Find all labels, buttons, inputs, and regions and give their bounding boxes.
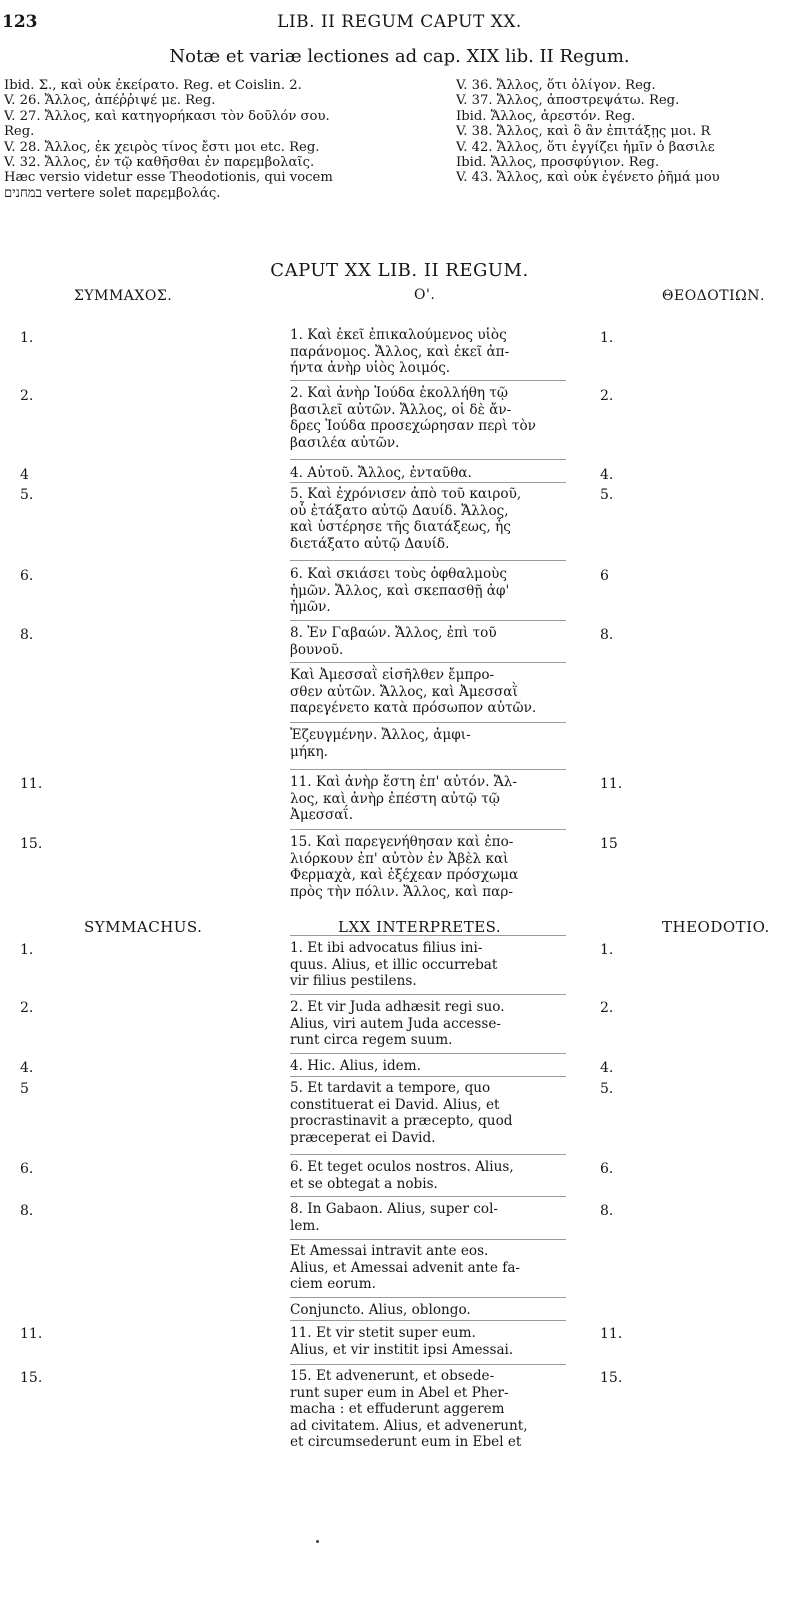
note-line: Reg. — [4, 124, 35, 140]
entry-divider — [290, 482, 566, 483]
verse-line: runt circa regem suum. — [290, 1032, 453, 1049]
verse-line: 15. Καὶ παρεγενήθησαν καὶ ἐπο- — [290, 834, 514, 850]
theodotion-verse-number: 4. — [600, 467, 614, 483]
note-line: V. 26. Ἄλλος, ἀπέῤῥιψέ με. Reg. — [4, 93, 216, 109]
verse-line: et se obtegat a nobis. — [290, 1175, 438, 1192]
note-line: V. 32. Ἄλλος, ἐν τῷ καθῆσθαι ἐν παρεμβολαῖς. — [4, 155, 315, 171]
theodotio-verse-number: 11. — [600, 1326, 623, 1342]
verse-line: μήκη. — [290, 743, 328, 760]
lxx-greek-verse — [290, 727, 566, 760]
entry-divider — [290, 769, 566, 770]
verse-line: καὶ ὑστέρησε τῆς διατάξεως, ἧς — [290, 519, 511, 536]
lxx-greek-verse — [290, 834, 566, 900]
verse-line: 8. Ἐν Γαβαών. Ἄλλος, ἐπὶ τοῦ — [290, 625, 497, 641]
note-line: V. 43. Ἄλλος, καὶ οὐκ ἐγένετο ῥῆμά μου — [456, 170, 720, 186]
entry-divider — [290, 1364, 566, 1365]
note-line: V. 27. Ἄλλος, καὶ κατηγορήκασι τὸν δοῦλόν σου. — [4, 108, 330, 124]
verse-line: βουνοῦ. — [290, 641, 344, 658]
verse-line: βασιλεῖ αὐτῶν. Ἄλλος, οἱ δὲ ἄν- — [290, 401, 512, 418]
verse-line: 11. Et vir stetit super eum. — [290, 1325, 476, 1341]
verse-line: Ἐζευγμένην. Ἄλλος, ἀμφι- — [290, 727, 471, 743]
verse-line: Alius, et Amessai advenit ante fa- — [290, 1259, 521, 1276]
lxx-greek-verse — [290, 385, 566, 451]
verse-line: Conjuncto. Alius, oblongo. — [290, 1302, 471, 1318]
symmachus-verse-number: 6. — [20, 1161, 34, 1177]
note-line: במחנים vertere solet παρεμβολάς. — [4, 185, 221, 201]
theodotio-verse-number: 2. — [600, 1000, 614, 1016]
verse-line: 2. Et vir Juda adhæsit regi suo. — [290, 999, 505, 1015]
entry-divider — [290, 722, 566, 723]
column-header-theodotion-greek: ΘΕΟΔΟΤΙΩΝ. — [662, 288, 765, 304]
verse-line: λιόρκουν ἐπ' αὐτὸν ἐν Ἀβὲλ καὶ — [290, 850, 509, 867]
notes-left-column — [4, 78, 424, 201]
verse-line: παράνομος. Ἄλλος, καὶ ἐκεῖ ἀπ- — [290, 343, 510, 360]
theodotio-verse-number: 4. — [600, 1060, 614, 1076]
lxx-latin-verse — [290, 999, 566, 1049]
verse-line: ciem eorum. — [290, 1276, 376, 1293]
verse-line: 2. Καὶ ἀνὴρ Ἰούδα ἐκολλήθη τῷ — [290, 385, 508, 401]
verse-line: 15. Et advenerunt, et obsede- — [290, 1368, 495, 1384]
theodotion-verse-number: 2. — [600, 388, 614, 404]
verse-line: πρὸς τὴν πόλιν. Ἄλλος, καὶ παρ- — [290, 883, 513, 900]
verse-line: σθεν αὐτῶν. Ἄλλος, καὶ Ἀμεσσαῒ — [290, 683, 518, 700]
notes-right-column — [456, 78, 799, 186]
lxx-greek-verse — [290, 667, 566, 717]
verse-line: constituerat ei David. Alius, et — [290, 1096, 500, 1113]
symmachus-verse-number: 2. — [20, 1000, 34, 1016]
verse-line: et circumsederunt eum in Ebel et — [290, 1434, 522, 1451]
verse-line: quus. Alius, et illic occurrebat — [290, 956, 498, 973]
verse-line: δρες Ἰούδα προσεχώρησαν περὶ τὸν — [290, 418, 536, 435]
verse-line: Καὶ Ἀμεσσαῒ εἰσῆλθεν ἔμπρο- — [290, 667, 495, 683]
verse-line: procrastinavit a præcepto, quod — [290, 1113, 513, 1130]
entry-divider — [290, 1154, 566, 1155]
verse-line: οὗ ἐτάξατο αὐτῷ Δαυίδ. Ἄλλος, — [290, 502, 509, 519]
symmachus-verse-number: 5. — [20, 487, 34, 503]
note-line: Ibid. Σ., καὶ οὐκ ἐκείρατο. Reg. et Coislin. 2. — [4, 78, 302, 93]
entry-divider — [290, 1196, 566, 1197]
lxx-latin-verse — [290, 1058, 566, 1075]
symmachus-verse-number: 1. — [20, 942, 34, 958]
lxx-latin-verse — [290, 1201, 566, 1234]
symmachus-verse-number: 5 — [20, 1081, 29, 1097]
lxx-latin-verse — [290, 1325, 566, 1358]
verse-line: runt super eum in Abel et Pher- — [290, 1384, 509, 1401]
entry-divider — [290, 1297, 566, 1298]
verse-line: 11. Καὶ ἀνὴρ ἔστη ἐπ' αὐτόν. Ἄλ- — [290, 774, 517, 790]
verse-line: διετάξατο αὐτῷ Δαυίδ. — [290, 535, 450, 552]
entry-divider — [290, 1239, 566, 1240]
page-number: 123 — [2, 12, 38, 32]
column-header-lxx-greek: Ο'. — [414, 287, 436, 303]
symmachus-verse-number: 4. — [20, 1060, 34, 1076]
verse-line: 6. Καὶ σκιάσει τοὺς ὀφθαλμοὺς — [290, 566, 508, 582]
theodotion-verse-number: 8. — [600, 627, 614, 643]
lxx-latin-verse — [290, 1243, 566, 1293]
theodotion-verse-number: 5. — [600, 487, 614, 503]
note-line: V. 37. Ἄλλος, ἀποστρεψάτω. Reg. — [456, 93, 680, 109]
verse-line: 6. Et teget oculos nostros. Alius, — [290, 1159, 514, 1175]
verse-line: Φερμαχὰ, καὶ ἐξέχεαν πρόσχωμα — [290, 867, 519, 884]
lxx-greek-verse — [290, 465, 566, 482]
column-header-symmachus-greek: ΣΥΜΜΑΧΟΣ. — [74, 288, 173, 304]
verse-line: 1. Et ibi advocatus filius ini- — [290, 940, 483, 956]
symmachus-verse-number: 8. — [20, 1203, 34, 1219]
note-line: Ibid. Ἄλλος, ἀρεστόν. Reg. — [456, 108, 636, 124]
theodotion-verse-number: 1. — [600, 330, 614, 346]
lxx-latin-verse — [290, 1302, 566, 1319]
entry-divider — [290, 1076, 566, 1077]
symmachus-verse-number: 1. — [20, 330, 34, 346]
entry-divider — [290, 1053, 566, 1054]
symmachus-verse-number: 4 — [20, 467, 29, 483]
lxx-latin-verse — [290, 1368, 566, 1451]
symmachus-verse-number: 6. — [20, 568, 34, 584]
theodotio-verse-number: 6. — [600, 1161, 614, 1177]
symmachus-verse-number: 8. — [20, 627, 34, 643]
theodotio-verse-number: 8. — [600, 1203, 614, 1219]
lxx-latin-verse — [290, 940, 566, 990]
caput-title: CAPUT XX LIB. II REGUM. — [270, 260, 529, 281]
running-title: LIB. II REGUM CAPUT XX. — [277, 12, 522, 32]
theodotio-verse-number: 5. — [600, 1081, 614, 1097]
verse-line: βασιλέα αὐτῶν. — [290, 434, 400, 451]
verse-line: præceperat ei David. — [290, 1129, 436, 1146]
entry-divider — [290, 380, 566, 381]
symmachus-verse-number: 15. — [20, 836, 43, 852]
lxx-greek-verse — [290, 486, 566, 552]
lxx-latin-verse — [290, 1080, 566, 1146]
verse-line: lem. — [290, 1217, 320, 1234]
verse-line: ἡμῶν. Ἄλλος, καὶ σκεπασθῇ ἀφ' — [290, 582, 510, 599]
verse-line: 1. Καὶ ἐκεῖ ἐπικαλούμενος υἱὸς — [290, 327, 507, 343]
note-line: Hæc versio videtur esse Theodotionis, qui vocem — [4, 170, 333, 186]
note-line: V. 42. Ἄλλος, ὅτι ἐγγίζει ἡμῖν ὁ βασιλε — [456, 139, 715, 155]
column-header-theodotio-latin: THEODOTIO. — [662, 918, 770, 936]
symmachus-verse-number: 2. — [20, 388, 34, 404]
note-line: V. 36. Ἄλλος, ὅτι ὀλίγον. Reg. — [456, 78, 656, 93]
entry-divider — [290, 1320, 566, 1321]
theodotion-verse-number: 11. — [600, 776, 623, 792]
theodotion-verse-number: 15 — [600, 836, 618, 852]
entry-divider — [290, 935, 566, 936]
verse-line: 5. Et tardavit a tempore, quo — [290, 1080, 491, 1096]
verse-line: παρεγένετο κατὰ πρόσωπον αὐτῶν. — [290, 700, 537, 717]
verse-line: macha : et effuderunt aggerem — [290, 1401, 505, 1418]
note-line: V. 28. Ἄλλος, ἐκ χειρὸς τίνος ἔστι μοι etc. Reg. — [4, 139, 320, 155]
lxx-greek-verse — [290, 774, 566, 824]
verse-line: Alius, viri autem Juda accesse- — [290, 1015, 501, 1032]
verse-line: 4. Hic. Alius, idem. — [290, 1058, 421, 1074]
entry-divider — [290, 994, 566, 995]
lxx-greek-verse — [290, 566, 566, 616]
entry-divider — [290, 560, 566, 561]
lxx-greek-verse — [290, 625, 566, 658]
lxx-greek-verse — [290, 327, 566, 377]
verse-line: ad civitatem. Alius, et advenerunt, — [290, 1417, 528, 1434]
verse-line: 4. Αὐτοῦ. Ἄλλος, ἐνταῦθα. — [290, 465, 472, 481]
verse-line: 5. Καὶ ἐχρόνισεν ἀπὸ τοῦ καιροῦ, — [290, 486, 522, 502]
verse-line: ήντα ἀνὴρ υἱὸς λοιμός. — [290, 360, 451, 377]
verse-line: 8. In Gabaon. Alius, super col- — [290, 1201, 499, 1217]
theodotion-verse-number: 6 — [600, 568, 609, 584]
note-line: Ibid. Ἄλλος, προσφύγιον. Reg. — [456, 155, 660, 171]
lxx-latin-verse — [290, 1159, 566, 1192]
verse-line: Ἀμεσσαΐ. — [290, 807, 354, 824]
verse-line: λος, καὶ ἀνὴρ ἐπέστη αὐτῷ τῷ — [290, 790, 500, 807]
symmachus-verse-number: 11. — [20, 1326, 43, 1342]
symmachus-verse-number: 15. — [20, 1370, 43, 1386]
verse-line: ἡμῶν. — [290, 599, 331, 616]
theodotio-verse-number: 1. — [600, 942, 614, 958]
notes-title: Notæ et variæ lectiones ad cap. XIX lib. II Regum. — [169, 46, 630, 67]
verse-line: Alius, et vir institit ipsi Amessai. — [290, 1341, 514, 1358]
column-header-lxx-latin: LXX INTERPRETES. — [338, 918, 502, 936]
verse-line: vir filius pestilens. — [290, 973, 417, 990]
theodotio-verse-number: 15. — [600, 1370, 623, 1386]
note-line: V. 38. Ἄλλος, καὶ ὃ ἂν ἐπιτάξῃς μοι. R — [456, 124, 711, 140]
entry-divider — [290, 459, 566, 460]
print-speck — [316, 1540, 319, 1543]
entry-divider — [290, 620, 566, 621]
column-header-symmachus-latin: SYMMACHUS. — [84, 918, 203, 936]
entry-divider — [290, 662, 566, 663]
verse-line: Et Amessai intravit ante eos. — [290, 1243, 489, 1259]
entry-divider — [290, 829, 566, 830]
symmachus-verse-number: 11. — [20, 776, 43, 792]
